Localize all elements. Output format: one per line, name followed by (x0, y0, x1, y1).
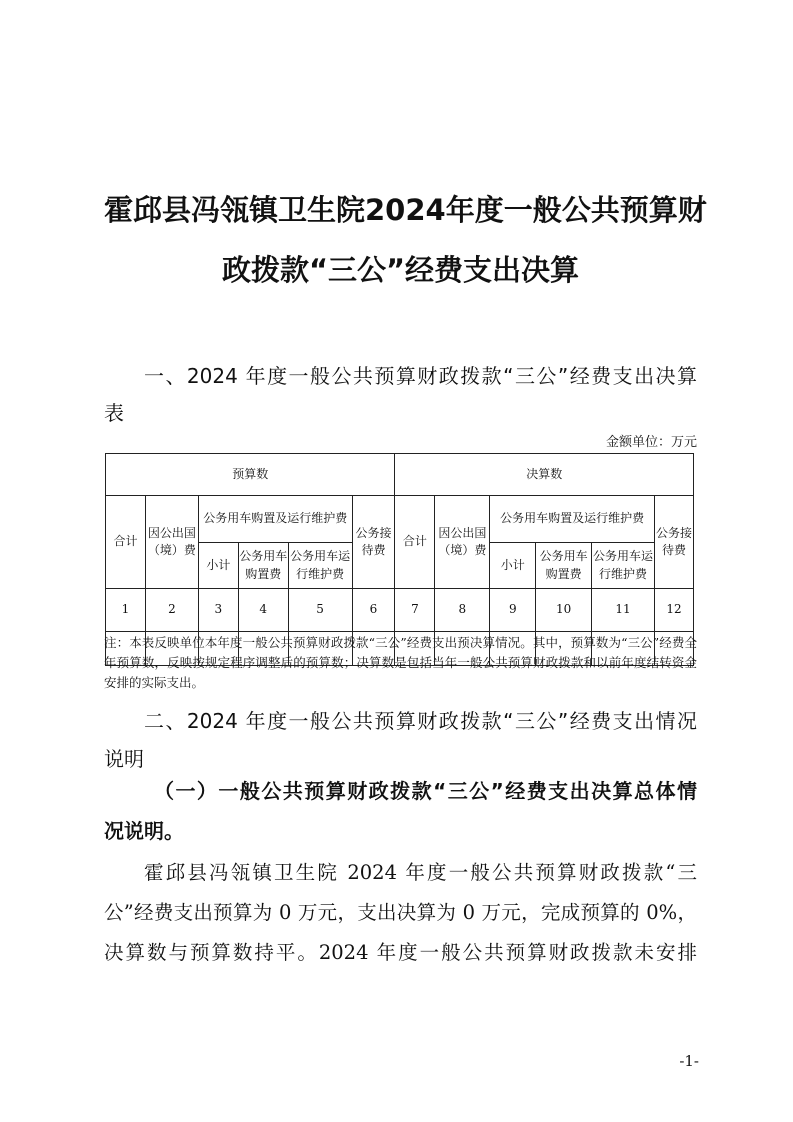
section2-heading-cont: 说明 (104, 747, 144, 771)
col-total: 合计 (106, 496, 146, 589)
subsection1-heading-cont: 况说明。 (104, 819, 184, 843)
final-header: 决算数 (395, 454, 694, 496)
col-abroad: 因公出国（境）费 (435, 496, 490, 589)
col-number: 8 (435, 589, 490, 632)
col-purchase: 公务用车购置费 (536, 543, 592, 589)
col-number: 11 (592, 589, 655, 632)
col-number: 2 (145, 589, 198, 632)
col-number: 1 (106, 589, 146, 632)
col-operation: 公务用车运行维护费 (592, 543, 655, 589)
subsection1-heading: （一）一般公共预算财政拨款“三公”经费支出决算总体情 (154, 779, 697, 803)
col-subtotal: 小计 (490, 543, 536, 589)
col-number: 6 (352, 589, 395, 632)
paragraph-line: 公”经费支出预算为 0 万元，支出决算为 0 万元，完成预算的 0%， (104, 901, 697, 924)
col-total: 合计 (395, 496, 435, 589)
section2-heading: 二、2024 年度一般公共预算财政拨款“三公”经费支出情况 (144, 709, 697, 733)
paragraph-line: 决算数与预算数持平。2024 年度一般公共预算财政拨款未安排 (104, 941, 697, 964)
col-number: 9 (490, 589, 536, 632)
col-number: 10 (536, 589, 592, 632)
col-operation: 公务用车运行维护费 (288, 543, 352, 589)
paragraph-line: 霍邱县冯瓴镇卫生院 2024 年度一般公共预算财政拨款“三 (144, 861, 697, 884)
doc-title-line2: 政拨款“三公”经费支出决算 (221, 253, 580, 287)
section1-heading: 一、2024 年度一般公共预算财政拨款“三公”经费支出决算 (144, 364, 697, 388)
col-number: 4 (238, 589, 288, 632)
col-reception: 公务接待费 (654, 496, 693, 589)
col-number: 7 (395, 589, 435, 632)
doc-title-line1: 霍邱县冯瓴镇卫生院2024年度一般公共预算财 (104, 193, 707, 227)
col-number: 12 (654, 589, 693, 632)
amount-unit: 金额单位：万元 (605, 435, 697, 450)
section1-heading-cont: 表 (104, 401, 124, 425)
col-purchase: 公务用车购置费 (238, 543, 288, 589)
col-reception: 公务接待费 (352, 496, 395, 589)
col-subtotal: 小计 (198, 543, 238, 589)
col-vehicle: 公务用车购置及运行维护费 (490, 496, 655, 543)
col-vehicle: 公务用车购置及运行维护费 (198, 496, 352, 543)
table-note: 注：本表反映单位本年度一般公共预算财政拨款“三公”经费支出预决算情况。其中，预算数为“三公”经费全年预算数，反映按规定程序调整后的预算数；决算数是包括当年一般公共预算财政拨款和以前年度结转资金安排的实际支出。 (104, 635, 697, 690)
col-number: 5 (288, 589, 352, 632)
col-number: 3 (198, 589, 238, 632)
budget-header: 预算数 (106, 454, 395, 496)
col-abroad: 因公出国（境）费 (145, 496, 198, 589)
page-number: -1- (679, 1052, 699, 1070)
